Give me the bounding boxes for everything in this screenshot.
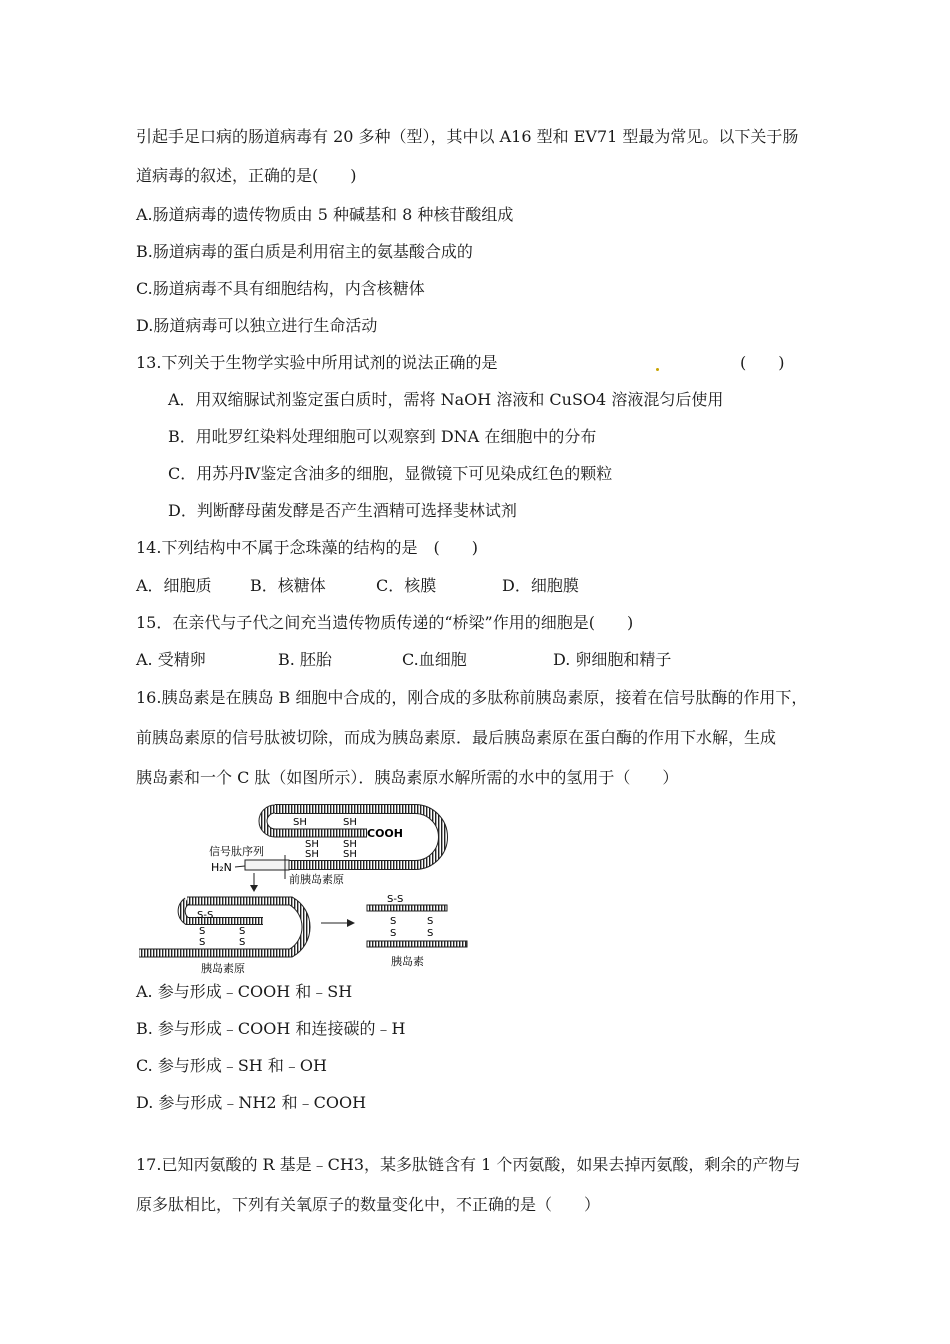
s-label-6: S — [390, 928, 397, 939]
q14-option-b: B．核糖体 — [250, 576, 326, 595]
sh-label-3: SH — [305, 839, 319, 850]
q14-option-a: A．细胞质 — [136, 576, 212, 595]
q16-stem-line2: 前胰岛素原的信号肽被切除，而成为胰岛素原．最后胰岛素原在蛋白酶的作用下水解，生成 — [136, 728, 777, 747]
s-label-4: S — [239, 937, 246, 948]
q12-stem-line2: 道病毒的叙述，正确的是( ) — [136, 166, 357, 185]
s-label-3: S — [239, 926, 246, 937]
h2n-label: H₂N — [211, 861, 232, 874]
q14-option-d: D．细胞膜 — [502, 576, 579, 595]
h2n-bond — [235, 866, 245, 867]
ss-label-left: S-S — [197, 910, 214, 921]
q14-option-c: C．核膜 — [376, 576, 437, 595]
q13-option-a: A．用双缩脲试剂鉴定蛋白质时，需将 NaOH 溶液和 CuSO4 溶液混匀后使用 — [168, 390, 724, 409]
q13-option-b: B．用吡罗红染料处理细胞可以观察到 DNA 在细胞中的分布 — [168, 427, 597, 446]
s-label-2: S — [199, 937, 206, 948]
q14-stem: 14.下列结构中不属于念珠藻的结构的是 ( ) — [136, 538, 478, 557]
q16-option-d: D. 参与形成﹣NH2 和﹣COOH — [136, 1093, 367, 1112]
s-label-8: S — [427, 928, 434, 939]
insulin-label: 胰岛素 — [391, 955, 424, 968]
q12-option-d: D.肠道病毒可以独立进行生命活动 — [136, 316, 378, 335]
q13-stem: 13.下列关于生物学实验中所用试剂的说法正确的是 — [136, 353, 498, 372]
proinsulin-label: 胰岛素原 — [201, 962, 245, 975]
q12-option-a: A.肠道病毒的遗传物质由 5 种碱基和 8 种核苷酸组成 — [136, 205, 514, 224]
q16-stem-line3: 胰岛素和一个 C 肽（如图所示）．胰岛素原水解所需的水中的氢用于（ ） — [136, 768, 679, 787]
signal-peptide-label: 信号肽序列 — [209, 845, 264, 858]
q16-option-c: C. 参与形成﹣SH 和﹣OH — [136, 1056, 327, 1075]
q16-option-b: B. 参与形成﹣COOH 和连接碳的﹣H — [136, 1019, 406, 1038]
q12-option-c: C.肠道病毒不具有细胞结构，内含核糖体 — [136, 279, 425, 298]
q15-stem: 15．在亲代与子代之间充当遗传物质传递的“桥梁”作用的细胞是( ) — [136, 613, 634, 632]
q15-option-b: B. 胚胎 — [278, 650, 332, 669]
q17-stem-line2: 原多肽相比，下列有关氧原子的数量变化中，不正确的是（ ） — [136, 1195, 601, 1214]
s-label-7: S — [427, 916, 434, 927]
q15-option-d: D. 卵细胞和精子 — [553, 650, 672, 669]
right-arrow-head — [347, 919, 355, 927]
sh-label-2: SH — [343, 817, 357, 828]
sh-label-4: SH — [343, 839, 357, 850]
down-arrow-head — [250, 885, 258, 892]
insulin-processing-diagram — [135, 803, 475, 975]
stray-dot — [656, 368, 659, 371]
q17-stem-line1: 17.已知丙氨酸的 R 基是﹣CH3，某多肽链含有 1 个丙氨酸，如果去掉丙氨酸，剩余的产物与 — [136, 1155, 801, 1174]
q13-answer-bracket: ( ) — [740, 353, 785, 372]
q13-option-c: C．用苏丹Ⅳ鉴定含油多的细胞，显微镜下可见染成红色的颗粒 — [168, 464, 613, 483]
sh-label-1: SH — [293, 817, 307, 828]
q15-option-a: A. 受精卵 — [136, 650, 206, 669]
q13-option-d: D．判断酵母菌发酵是否产生酒精可选择斐林试剂 — [168, 501, 517, 520]
sh-label-5: SH — [305, 849, 319, 860]
s-label-1: S — [199, 926, 206, 937]
q16-option-a: A. 参与形成﹣COOH 和﹣SH — [136, 982, 353, 1001]
q12-option-b: B.肠道病毒的蛋白质是利用宿主的氨基酸合成的 — [136, 242, 473, 261]
ss-label-right: S-S — [387, 894, 404, 905]
sh-label-6: SH — [343, 849, 357, 860]
proinsulin-chain — [139, 901, 306, 953]
s-label-5: S — [390, 916, 397, 927]
q15-option-c: C.血细胞 — [402, 650, 467, 669]
q16-stem-line1: 16.胰岛素是在胰岛 B 细胞中合成的，刚合成的多肽称前胰岛素原，接着在信号肽酶的作用下， — [136, 688, 808, 707]
insulin-chains — [367, 905, 467, 947]
cooh-label: COOH — [367, 827, 403, 840]
q12-stem-line1: 引起手足口病的肠道病毒有 20 多种（型），其中以 A16 型和 EV71 型最为常见。以下关于肠 — [136, 127, 799, 146]
preproinsulin-label: 前胰岛素原 — [289, 873, 344, 886]
